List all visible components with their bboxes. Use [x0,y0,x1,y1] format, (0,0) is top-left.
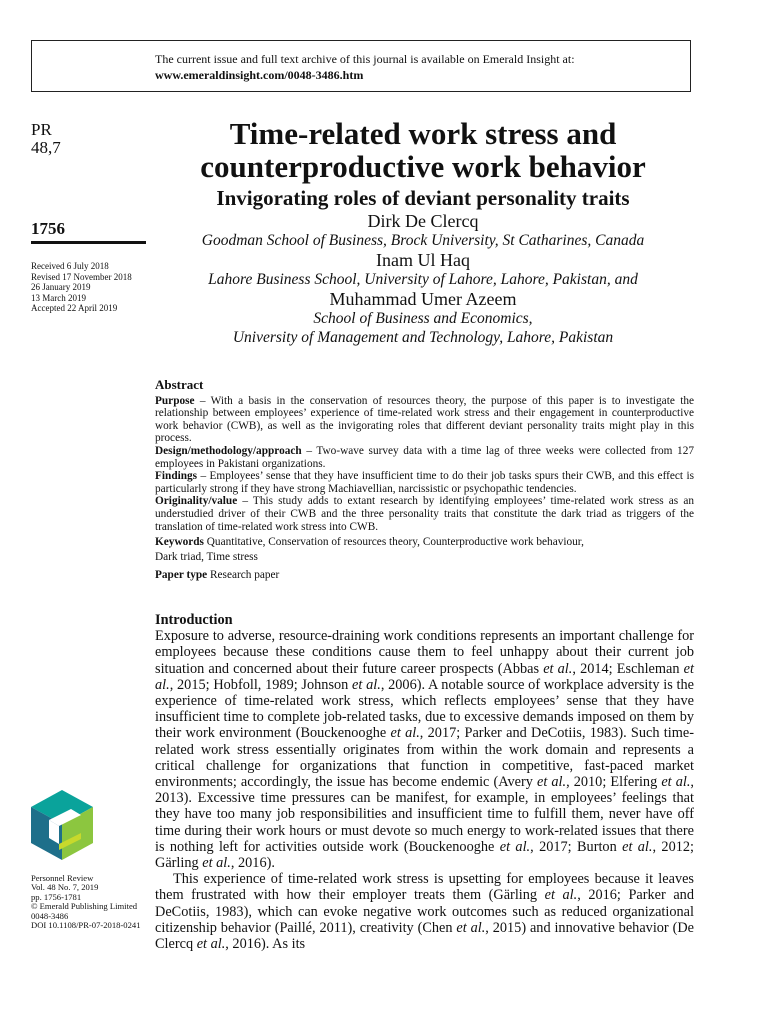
page-number: 1756 [31,219,65,238]
citation-etal: et al. [661,774,691,791]
volume-issue: 48,7 [31,138,61,157]
text-run: , 2016; Parker and DeCotiis, 1983), which can evoke negative work outcomes such as reduced organizational citizenship behavior (Paillé, 2011), creativity (Chen [155,887,694,936]
volume-info: Vol. 48 No. 7, 2019 [31,882,99,893]
citation-etal: et al. [352,676,381,693]
keywords-text: Dark triad, Time stress [155,551,258,564]
journal-abbreviation: PR [31,120,52,139]
paper-type-text: Research paper [207,569,280,582]
purpose-label: Purpose [155,394,195,407]
text-run: , 2015; Hobfoll, 1989; Johnson [169,676,353,693]
text-run: , 2017; Parker and DeCotiis, 1983). Such time-related work stress essentially originates from within the work domain and represents a critical challenge for organizations that function in competitive, fast-paced market environments; accordingly, the issue has become endemic (Avery [155,725,694,791]
citation-etal: et al. [499,838,531,855]
originality-label: Originality/value [155,495,238,508]
citation-etal: et al. [536,774,567,791]
text-run: , 2006). A notable source of workplace adversity is the experience of time-related work stress, which reflects employees’ sense that they have insufficient time to complete job-related tasks, due to excessive demands imposed on them by their work environment (Bouckenooghe [155,676,695,742]
emerald-logo-icon [31,790,93,860]
article-history-dates [31,261,132,314]
design-text: – Two-wave survey data with a time lag of three weeks were collected from 127 employees in Pakistani organizations. [155,444,694,470]
title-line: Time-related work stress and [229,116,617,151]
doi[interactable]: DOI 10.1108/PR-07-2018-0241 [31,920,141,931]
abstract-originality [155,495,694,533]
date-received: Received 6 July 2018 [31,261,109,271]
date-accepted: Accepted 22 April 2019 [31,303,118,313]
text-run: , 2012; Gärling [155,838,694,872]
publication-info [31,874,141,930]
text-run: , 2010; Elfering [566,774,662,791]
text-run: , 2017; Burton [530,838,623,855]
author-affiliation: School of Business and Economics, [313,310,533,327]
text-run: Exposure to adverse, resource-draining work conditions represents an important challenge for employees because these conditions cause them to feel unhappy about their current job situation and concerned about their future career prospects (Abbas [155,628,694,677]
abstract-findings [155,470,694,495]
page-number-rule [31,241,146,244]
text-run: , 2013). Excessive time pressures can be manifest, for example, in employees’ feelings that they have too many job responsibilities and insufficient time to fulfill them, never have off time during their work hours or must devote so much energy to work-related issues that there is nothing left for activities outside work (Bouckenooghe [155,774,694,855]
intro-paragraph [155,871,694,952]
citation-etal: et al. [622,838,653,855]
journal-volume-label [31,121,61,157]
intro-paragraph [155,628,694,871]
citation-etal: et al. [202,855,231,872]
findings-text: – Employees’ sense that they have insufficient time to do their job tasks spurs their CWB, and this effect is particularly strong if they have strong Machiavellian, narcissistic or psychopathic tendencies. [155,470,694,495]
notice-text: The current issue and full text archive of this journal is available on Emerald Insight at: [155,52,575,66]
text-run: , 2016). [230,855,275,872]
issn: 0048-3486 [31,910,69,921]
copyright: © Emerald Publishing Limited [31,901,138,912]
text-run: , 2014; Eschleman [572,660,684,677]
abstract-purpose [155,395,694,445]
keywords-label: Keywords [155,536,204,549]
author-name: Inam Ul Haq [376,250,470,270]
article-subtitle: Invigorating roles of deviant personality traits [216,186,630,210]
citation-etal: et al. [196,936,226,953]
article-header [148,117,698,347]
abstract-design [155,445,694,470]
article-title [148,117,698,183]
text-run: , 2016). As its [225,936,306,953]
text-run: This experience of time-related work stress is upsetting for employees because it leaves them frustrated with how their employer treats them (Gärling [155,871,694,904]
citation-etal: et al. [456,919,486,936]
author-affiliation: Goodman School of Business, Brock University, St Catharines, Canada [201,232,645,249]
citation-etal: et al. [544,887,578,904]
author-affiliation: Lahore Business School, University of Lahore, Lahore, Pakistan, and [208,271,638,288]
keywords [155,535,694,565]
author-affiliation: University of Management and Technology, Lahore, Pakistan [232,329,614,346]
page-range: pp. 1756-1781 [31,891,82,902]
author-name: Dirk De Clercq [367,211,479,231]
journal-name: Personnel Review [31,873,94,883]
paper-type-label: Paper type [155,569,208,582]
abstract-heading: Abstract [155,377,204,392]
title-line: counterproductive work behavior [200,149,646,184]
keywords-text: Quantitative, Conservation of resources theory, Counterproductive work behaviour, [203,536,584,549]
introduction-section [155,612,694,952]
text-run: , 2015) and innovative behavior (De Clercq [155,919,694,953]
citation-etal: et al. [155,660,694,693]
citation-etal: et al. [390,725,420,742]
originality-text: – This study adds to extant research by identifying employees’ time-related work stress as an understudied driver of their CWB and the three personality traits that constitute the dark triad as triggers of the translation of time-related work stress into CWB. [155,495,694,533]
journal-url-link[interactable]: www.emeraldinsight.com/0048-3486.htm [155,68,364,82]
purpose-text: – With a basis in the conservation of resources theory, the purpose of this paper is to investigate the relationship between employees’ experience of time-related work stress and their engagement in counterproductive work behavior (CWB), as well as the invigorating roles that different deviant personality traits might play in this process. [155,394,694,445]
citation-etal: et al. [543,660,573,677]
design-label: Design/methodology/approach [155,444,302,457]
findings-label: Findings [155,470,198,483]
introduction-heading: Introduction [155,612,233,628]
date-revised: 13 March 2019 [31,292,86,303]
abstract [155,379,694,582]
paper-type [155,569,694,582]
date-revised: 26 January 2019 [31,282,91,292]
date-revised: Revised 17 November 2018 [31,271,132,282]
author-name: Muhammad Umer Azeem [329,289,517,309]
